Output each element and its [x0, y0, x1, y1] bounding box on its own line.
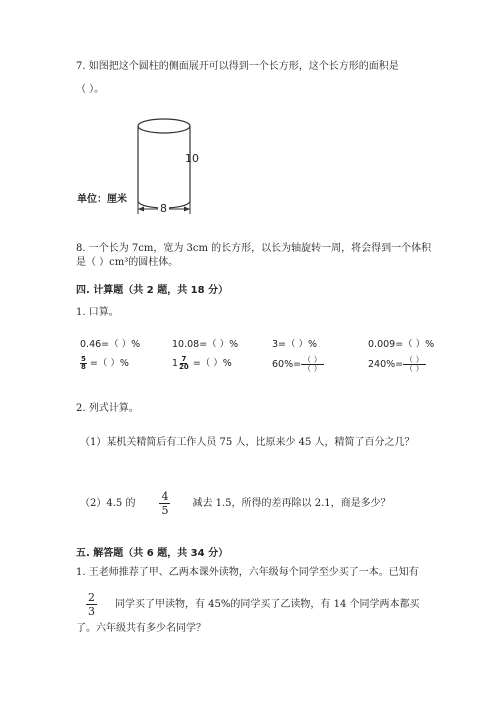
calc-1-7-20: 1 $\frac{7}{20}$ =（ ）%	[172, 355, 232, 371]
section4-q1-label: 1. 口算。	[76, 307, 119, 318]
calc-240-percent: 240%= （ ） （ ）	[368, 355, 424, 373]
diameter-label: 8	[160, 202, 167, 215]
fraction-4-5: $\frac{4}{5}$	[161, 490, 169, 517]
section4-q2-1: （1）某机关精简后有工作人员 75 人，比原来少 45 人，精简了百分之几？	[80, 437, 415, 448]
cylinder-figure	[74, 112, 204, 222]
calc-0-009: 0.009=（ ）%	[368, 339, 435, 350]
fraction-5-8: $\frac{5}{8}$	[81, 355, 86, 371]
fraction-7-20: $\frac{7}{20}$	[179, 355, 189, 371]
q8-line1: 8. 一个长为 7cm，宽为 3cm 的长方形，以长为轴旋转一周，将会得到一个体积	[76, 243, 432, 254]
calc-0-46: 0.46=（ ）%	[80, 339, 141, 350]
q8-line2: 是（ ）cm³的圆柱体。	[76, 257, 179, 268]
calc-3: 3=（ ）%	[272, 339, 318, 350]
section4-title: 四. 计算题（共 2 题，共 18 分）	[76, 285, 229, 296]
q7-blank: （ ）。	[76, 84, 105, 95]
calc-10-08: 10.08=（ ）%	[172, 339, 239, 350]
section5-title: 五. 解答题（共 6 题，共 34 分）	[76, 548, 229, 559]
cylinder-drawing	[74, 112, 204, 222]
height-label: 10	[185, 152, 199, 165]
fraction-blank: （ ） （ ）	[405, 355, 424, 373]
section5-q1-line3: 了。六年级共有多少名同学？	[76, 623, 206, 634]
calc-60-percent: 60%= （ ） （ ）	[272, 355, 322, 373]
section5-q1-line1: 1. 王老师推荐了甲、乙两本课外读物，六年级每个同学至少买了一本。已知有	[76, 567, 419, 578]
fraction-blank: （ ） （ ）	[303, 355, 322, 373]
q7-text: 7. 如图把这个圆柱的侧面展开可以得到一个长方形，这个长方形的面积是	[76, 61, 399, 72]
section5-q1-line2: $\frac{2}{3}$ 同学买了甲读物，有 45%的同学买了乙读物，有 14 个同学两本都买	[88, 591, 420, 618]
calc-5-8: $\frac{5}{8}$ =（ ）%	[81, 355, 129, 371]
unit-label: 单位：厘米	[77, 194, 127, 205]
fraction-2-3: $\frac{2}{3}$	[88, 591, 95, 618]
section4-q2-2: （2）4.5 的 $\frac{4}{5}$ 减去 1.5，所得的差再除以 2.1，商是多少？	[80, 490, 391, 517]
section4-q2-label: 2. 列式计算。	[76, 403, 139, 414]
